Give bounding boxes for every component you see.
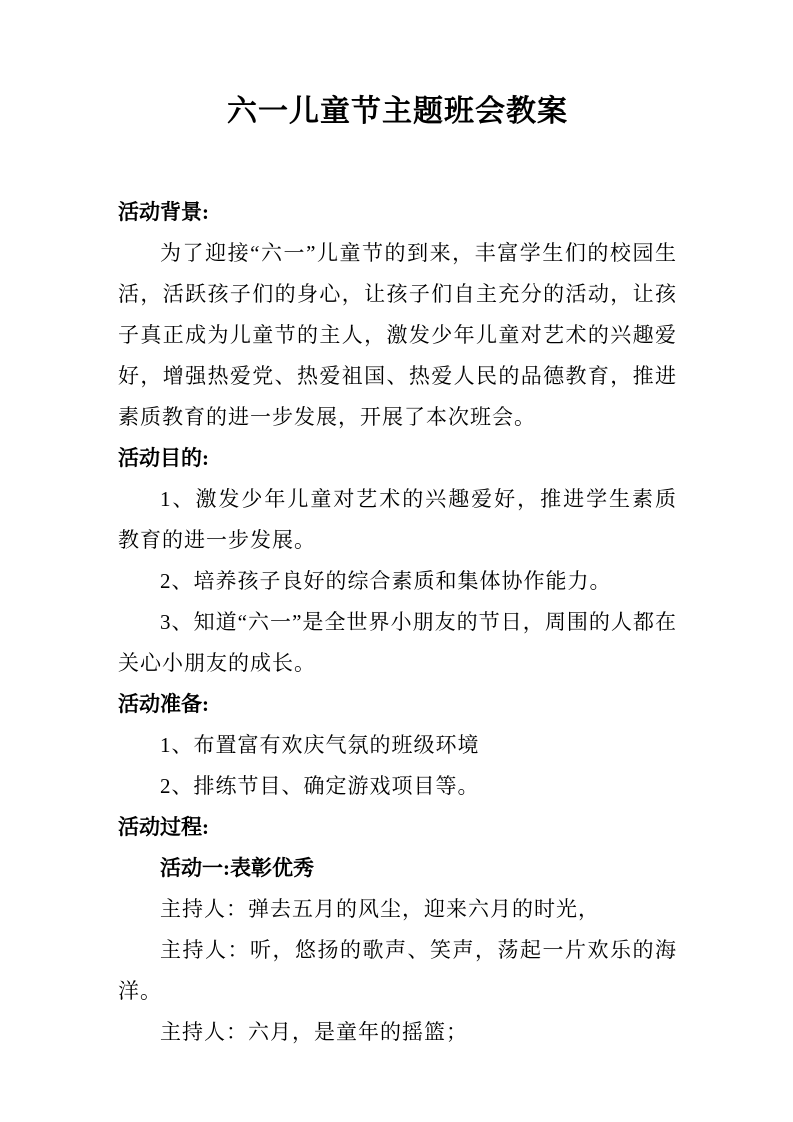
preparation-item-1: 1、布置富有欢庆气氛的班级环境 [160, 733, 480, 757]
background-paragraph: 为了迎接“六一”儿童节的到来，丰富学生们的校园生活，活跃孩子们的身心，让孩子们自主充分的活动，让孩子真正成为儿童节的主人，激发少年儿童对艺术的兴趣爱好，增强热爱党、热爱祖国、热爱人民的品德教育，推进素质教育的进一步发展，开展了本次班会。 [118, 241, 677, 429]
objective-item-3: 3、知道“六一”是全世界小朋友的节日，周围的人都在关心小朋友的成长。 [118, 610, 677, 675]
objective-item-1: 1、激发少年儿童对艺术的兴趣爱好，推进学生素质教育的进一步发展。 [118, 487, 677, 552]
objective-item-2: 2、培养孩子良好的综合素质和集体协作能力。 [160, 569, 612, 593]
host-line-3: 主持人：六月，是童年的摇篮； [160, 1020, 468, 1044]
host-line-1: 主持人：弹去五月的风尘，迎来六月的时光， [160, 897, 600, 921]
section-heading-process: 活动过程: [118, 815, 209, 839]
section-heading-objectives: 活动目的: [118, 446, 209, 470]
host-line-2: 主持人：听，悠扬的歌声、笑声，荡起一片欢乐的海洋。 [118, 938, 677, 1003]
document-title: 六一儿童节主题班会教案 [227, 95, 568, 128]
preparation-item-2: 2、排练节目、确定游戏项目等。 [160, 774, 480, 798]
section-heading-background: 活动背景: [118, 200, 209, 224]
activity-one-subheading: 活动一:表彰优秀 [160, 856, 314, 880]
section-heading-preparation: 活动准备: [118, 692, 209, 716]
